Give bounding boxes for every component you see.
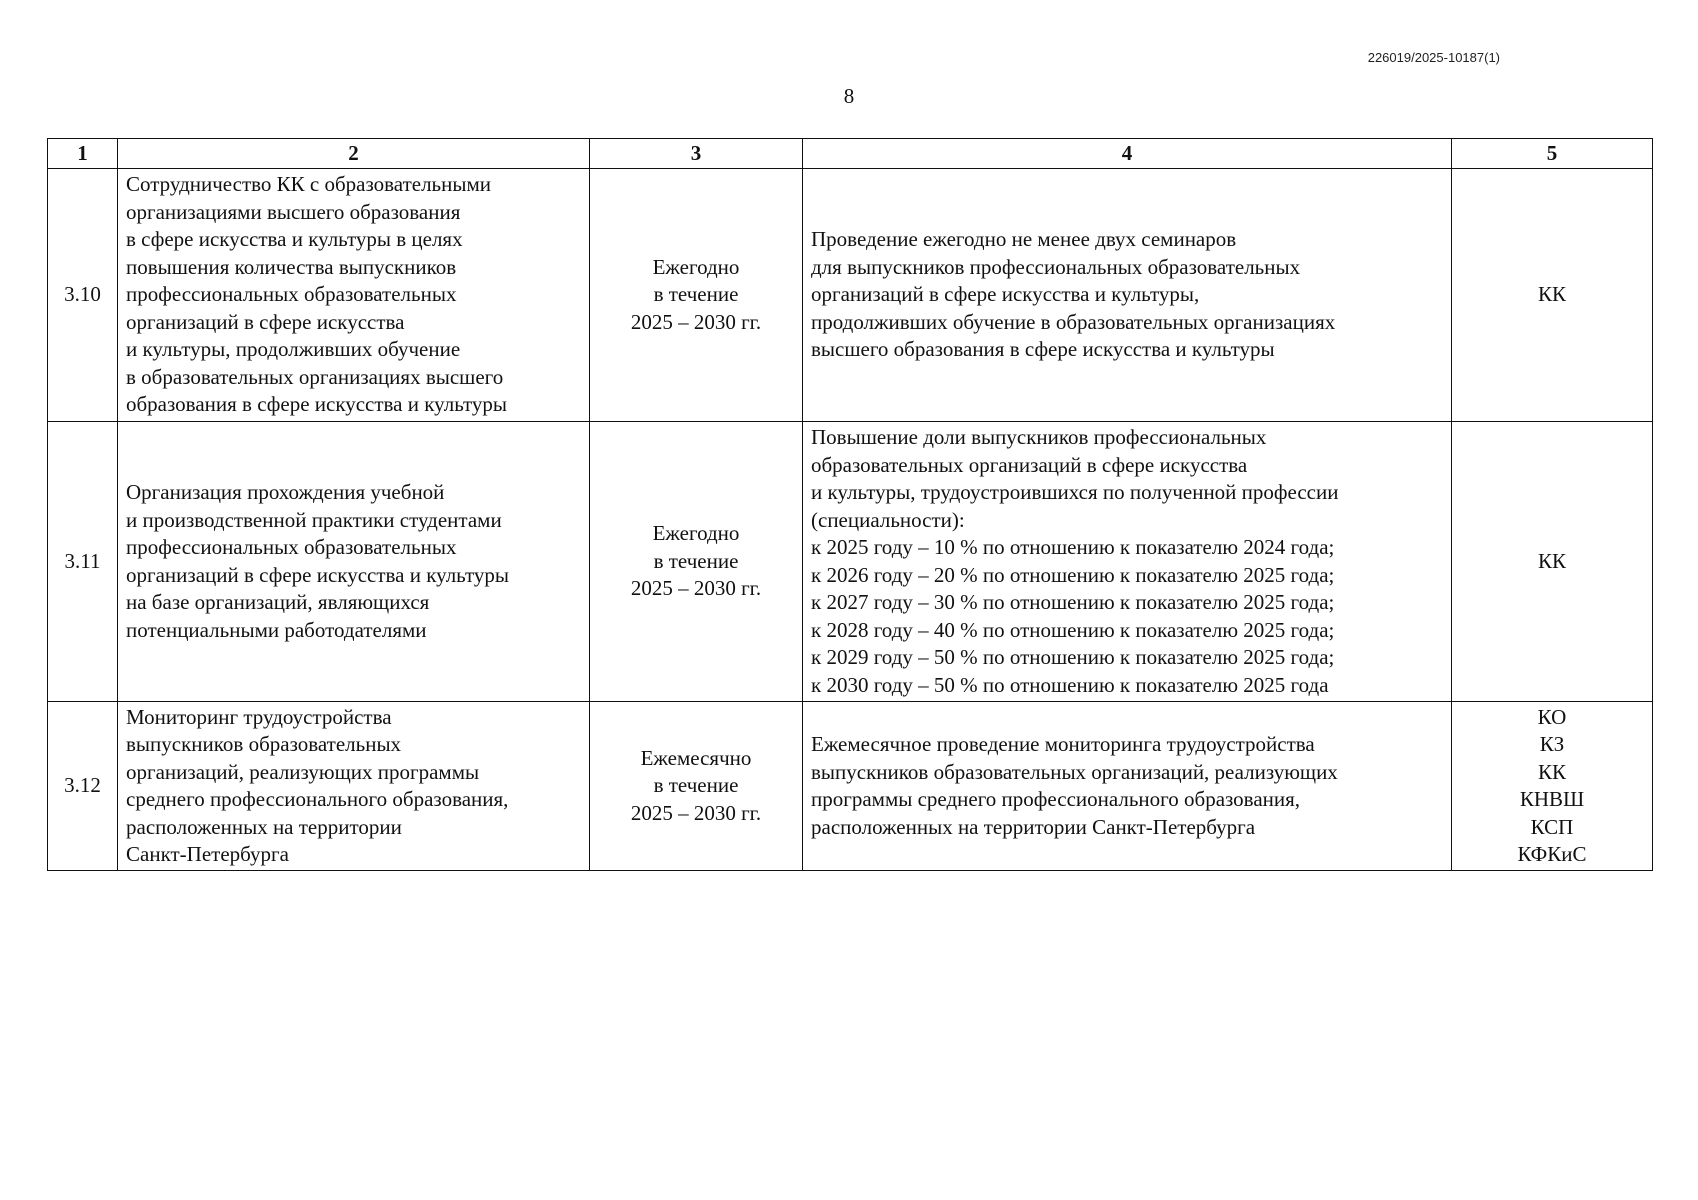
activity-text-line: в сфере искусства и культуры в целях (126, 227, 463, 252)
period-text-line: Ежегодно (652, 521, 740, 546)
period-text-line: в течение (653, 548, 739, 573)
activity-text-line: организаций в сфере искусства (126, 309, 405, 334)
page-number: 8 (843, 84, 855, 108)
result-text-line: к 2030 году – 50 % по отношению к показателю 2025 года (811, 672, 1329, 697)
activity-text-line: в образовательных организациях высшего (126, 364, 504, 389)
activity-text-line: организаций, реализующих программы (126, 759, 480, 784)
expected-result-cell (803, 169, 1452, 422)
column-header-1: 1 (48, 139, 118, 169)
responsible-cell (1452, 169, 1653, 422)
period-cell (590, 422, 803, 702)
result-text-line: к 2029 году – 50 % по отношению к показателю 2025 года; (811, 645, 1335, 669)
responsible-agency: КО (1537, 704, 1567, 729)
activity-text-line: профессиональных образовательных (126, 282, 457, 307)
activity-text-line: организаций в сфере искусства и культуры (126, 562, 509, 587)
activity-text-line: и культуры, продолживших обучение (126, 337, 461, 362)
result-text-line: и культуры, трудоустроившихся по полученной профессии (811, 480, 1339, 504)
activity-text-line: и производственной практики студентами (126, 507, 502, 532)
activity-text-line: повышения количества выпускников (126, 254, 457, 279)
result-text-line: Повышение доли выпускников профессиональных (811, 425, 1267, 449)
responsible-agency: КСП (1530, 814, 1574, 839)
expected-result-cell (803, 702, 1452, 871)
responsible-agency: КФКиС (1517, 842, 1587, 866)
activity-cell (118, 422, 590, 702)
activity-text-line: профессиональных образовательных (126, 535, 457, 559)
result-text-line: Ежемесячное проведение мониторинга трудоустройства (811, 732, 1315, 756)
result-text-line: к 2028 году – 40 % по отношению к показателю 2025 года; (811, 617, 1335, 642)
result-text-line: (специальности): (811, 507, 965, 532)
result-text-line: высшего образования в сфере искусства и культуры (811, 337, 1275, 362)
activity-text-line: Сотрудничество КК с образовательными (126, 172, 492, 197)
result-text-line: образовательных организаций в сфере искусства (811, 452, 1248, 477)
document-registration-number: 226019/2025-10187(1) (1367, 50, 1500, 65)
result-text-line: к 2027 году – 30 % по отношению к показателю 2025 года; (811, 590, 1335, 614)
result-text-line: выпускников образовательных организаций, реализующих (811, 759, 1338, 784)
result-text-line: расположенных на территории Санкт-Петербурга (811, 814, 1256, 839)
period-cell (590, 702, 803, 871)
activity-text-line: на базе организаций, являющихся (126, 590, 430, 614)
column-header-3: 3 (590, 139, 803, 169)
table-row (48, 702, 1653, 871)
column-header-2: 2 (118, 139, 590, 169)
item-number-cell: 3.11 (48, 422, 118, 702)
period-cell (590, 169, 803, 422)
table-body (48, 169, 1653, 871)
result-text-line: продолживших обучение в образовательных организациях (811, 309, 1336, 334)
table-row (48, 169, 1653, 422)
result-text-line: Проведение ежегодно не менее двух семинаров (811, 227, 1237, 252)
item-number-cell: 3.12 (48, 702, 118, 871)
activity-text-line: Мониторинг трудоустройства (126, 704, 392, 729)
expected-result-cell (803, 422, 1452, 702)
item-number-cell: 3.10 (48, 169, 118, 422)
result-text-line: для выпускников профессиональных образовательных (811, 254, 1301, 279)
activity-text-line: Санкт-Петербурга (126, 842, 289, 866)
responsible-agency: КЗ (1539, 732, 1565, 756)
activity-text-line: образования в сфере искусства и культуры (126, 392, 507, 417)
period-text-line: в течение (653, 282, 739, 307)
responsible-agency: КК (1537, 282, 1566, 307)
table-row (48, 422, 1653, 702)
activity-text-line: среднего профессионального образования, (126, 787, 509, 811)
result-text-line: программы среднего профессионального образования, (811, 787, 1301, 811)
responsible-agency: КК (1537, 548, 1566, 573)
result-text-line: к 2026 году – 20 % по отношению к показателю 2025 года; (811, 562, 1335, 587)
period-text-line: Ежегодно (652, 254, 740, 279)
period-text-line: в течение (653, 773, 739, 798)
responsible-agency: КНВШ (1519, 787, 1585, 811)
period-text-line: 2025 – 2030 гг. (630, 576, 762, 601)
activity-text-line: выпускников образовательных (126, 732, 402, 756)
table-header-row (48, 139, 1653, 169)
activity-text-line: расположенных на территории (126, 814, 402, 839)
activity-text-line: Организация прохождения учебной (126, 480, 445, 504)
period-text-line: 2025 – 2030 гг. (630, 309, 762, 334)
activity-text-line: организациями высшего образования (126, 199, 461, 224)
responsible-agency: КК (1537, 759, 1566, 784)
column-header-4: 4 (803, 139, 1452, 169)
column-header-5: 5 (1452, 139, 1653, 169)
responsible-cell (1452, 422, 1653, 702)
activity-cell (118, 169, 590, 422)
result-text-line: к 2025 году – 10 % по отношению к показателю 2024 года; (811, 535, 1335, 559)
activity-text-line: потенциальными работодателями (126, 617, 427, 642)
action-plan-table (47, 138, 1653, 871)
result-text-line: организаций в сфере искусства и культуры, (811, 282, 1200, 307)
period-text-line: 2025 – 2030 гг. (630, 800, 762, 825)
activity-cell (118, 702, 590, 871)
responsible-cell (1452, 702, 1653, 871)
period-text-line: Ежемесячно (640, 745, 752, 770)
